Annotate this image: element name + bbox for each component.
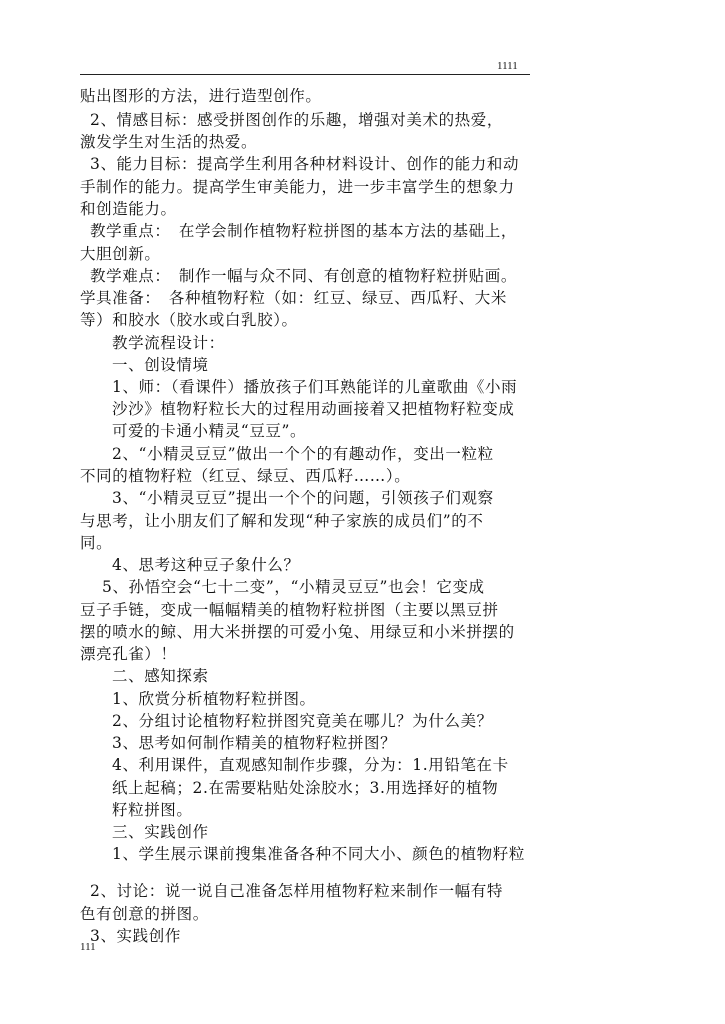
text-line: 4、思考这种豆子象什么？ [112, 556, 300, 574]
text-line: 豆子手链，变成一幅幅精美的植物籽粒拼图（主要以黑豆拼 [80, 601, 499, 619]
text-line: 一、创设情境 [112, 356, 209, 374]
text-line: 沙沙》植物籽粒长大的过程用动画接着又把植物籽粒变成 [112, 400, 515, 418]
text-line: 二、感知探索 [112, 667, 209, 685]
text-line: 激发学生对生活的热爱。 [80, 133, 258, 151]
text-line: 和创造能力。 [80, 200, 177, 218]
text-line: 3、思考如何制作精美的植物籽粒拼图？ [112, 734, 397, 752]
text-line: 3、能力目标：提高学生利用各种材料设计、创作的能力和动 [90, 155, 520, 173]
text-line: 可爱的卡通小精灵“豆豆”。 [112, 422, 307, 440]
text-line: 1、学生展示课前搜集准备各种不同大小、颜色的植物籽粒 [112, 845, 525, 863]
text-line: 籽粒拼图。 [112, 801, 193, 819]
page-footer-number: 111 [80, 941, 96, 953]
text-line: 4、利用课件，直观感知制作步骤，分为：1.用铅笔在卡 [112, 756, 509, 774]
text-line: 3、实践创作 [90, 927, 181, 945]
text-line: 教学重点： 在学会制作植物籽粒拼图的基本方法的基础上， [90, 222, 517, 240]
text-line: 2、分组讨论植物籽粒拼图究竟美在哪儿？为什么美？ [112, 712, 493, 730]
text-line: 色有创意的拼图。 [80, 905, 209, 923]
text-line: 2、情感目标：感受拼图创作的乐趣，增强对美术的热爱， [90, 111, 503, 129]
text-line: 摆的喷水的鲸、用大米拼摆的可爱小兔、用绿豆和小米拼摆的 [80, 623, 515, 641]
text-line: 教学难点： 制作一幅与众不同、有创意的植物籽粒拼贴画。 [90, 267, 517, 285]
text-line: 等）和胶水（胶水或白乳胶）。 [80, 311, 298, 329]
text-line: 2、“小精灵豆豆”做出一个个的有趣动作，变出一粒粒 [112, 445, 494, 463]
text-line: 3、“小精灵豆豆”提出一个个的问题，引领孩子们观察 [112, 489, 494, 507]
text-line: 三、实践创作 [112, 823, 209, 841]
text-line: 2、讨论：说一说自己准备怎样用植物籽粒来制作一幅有特 [90, 882, 503, 900]
text-line: 手制作的能力。提高学生审美能力，进一步丰富学生的想象力 [80, 178, 515, 196]
text-line: 与思考，让小朋友们了解和发现“种子家族的成员们”的不 [80, 512, 484, 530]
text-line: 漂亮孔雀）！ [80, 645, 177, 663]
text-line: 1、师：（看课件）播放孩子们耳熟能详的儿童歌曲《小雨 [112, 378, 518, 396]
text-line: 1、欣赏分析植物籽粒拼图。 [112, 690, 316, 708]
text-line: 不同的植物籽粒（红豆、绿豆、西瓜籽……）。 [80, 467, 411, 485]
text-line: 学具准备： 各种植物籽粒（如：红豆、绿豆、西瓜籽、大米 [80, 289, 507, 307]
page-header-number: 1111 [497, 60, 518, 72]
text-line: 贴出图形的方法，进行造型创作。 [80, 87, 322, 105]
text-line: 大胆创新。 [80, 245, 161, 263]
text-line: 教学流程设计： [112, 334, 225, 352]
text-line: 同。 [80, 534, 113, 552]
text-line: 5、孙悟空会“七十二变”，“小精灵豆豆”也会！它变成 [102, 578, 485, 596]
text-line: 纸上起稿；2.在需要粘贴处涂胶水；3.用选择好的植物 [112, 779, 499, 797]
header-rule [80, 74, 530, 75]
